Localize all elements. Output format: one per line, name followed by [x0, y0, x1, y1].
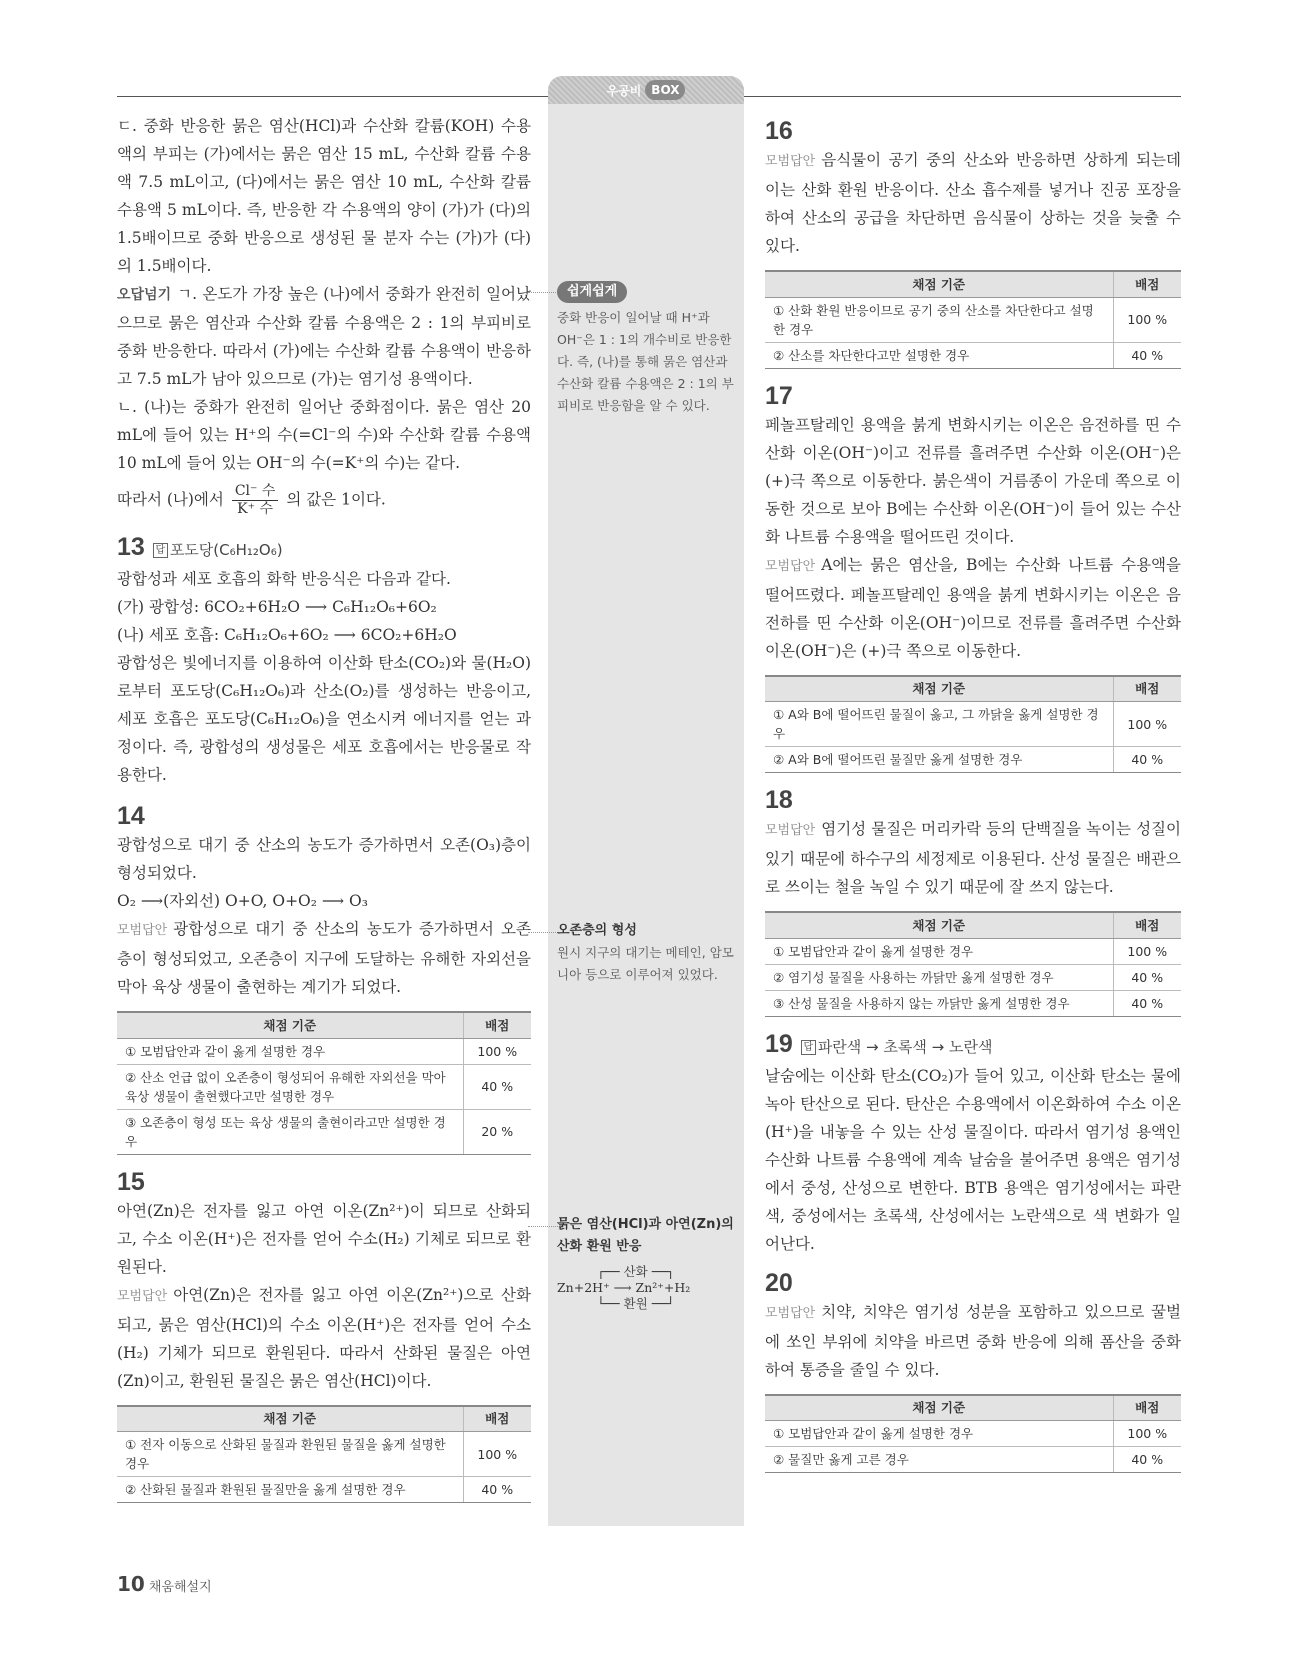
redox-equation: Zn+2H⁺ ⟶ Zn²⁺+H₂ [557, 1280, 691, 1295]
table-header: 배점 [463, 1406, 531, 1432]
table-row [765, 747, 1181, 773]
criteria-cell: ① 모범답안과 같이 옳게 설명한 경우 [117, 1038, 463, 1064]
question-18-heading [765, 785, 1181, 815]
q13-equation-1: (가) 광합성: 6CO₂+6H₂O ⟶ C₆H₁₂O₆+6O₂ [117, 598, 437, 616]
q15-paragraph-1: 아연(Zn)은 전자를 잃고 아연 이온(Zn²⁺)이 되므로 산화되고, 수소 이온(H⁺)은 전자를 얻어 수소(H₂) 기체로 되므로 환원된다. [117, 1201, 531, 1276]
page-number: 10 [117, 1572, 145, 1596]
points-cell: 100 % [1113, 938, 1181, 964]
criteria-cell: ③ 산성 물질을 사용하지 않는 까닭만 옳게 설명한 경우 [765, 990, 1113, 1016]
question-17-heading [765, 381, 1181, 411]
points-cell: 100 % [1113, 702, 1181, 747]
question-number: 17 [765, 381, 793, 410]
question-number: 16 [765, 117, 793, 145]
table-row [765, 297, 1181, 342]
points-cell: 100 % [1113, 297, 1181, 342]
box-tab [548, 76, 744, 104]
table-header: 채점 기준 [117, 1012, 463, 1038]
q16-paragraph [765, 146, 1181, 260]
q15-score-table [117, 1405, 531, 1504]
points-cell: 40 % [1113, 1447, 1181, 1473]
left-column [117, 112, 531, 1515]
side-note-ozone [557, 920, 737, 986]
box-label: 우공비 [606, 83, 642, 98]
q13-equation-2: (나) 세포 호흡: C₆H₁₂O₆+6O₂ ⟶ 6CO₂+6H₂O [117, 626, 457, 644]
points-cell: 40 % [463, 1064, 531, 1109]
criteria-cell: ③ 오존층이 형성 또는 육상 생물의 출현이라고만 설명한 경우 [117, 1109, 463, 1154]
side-note-ozone-text: 원시 지구의 대기는 메테인, 암모니아 등으로 이루어져 있었다. [557, 945, 734, 982]
question-number: 19 [765, 1029, 793, 1058]
criteria-cell: ② 산소를 차단한다고만 설명한 경우 [765, 342, 1113, 368]
table-row [117, 1038, 531, 1064]
q13-paragraph-1: 광합성과 세포 호흡의 화학 반응식은 다음과 같다. [117, 570, 451, 588]
book-title: 채움해설지 [148, 1580, 212, 1595]
points-cell: 40 % [1113, 990, 1181, 1016]
points-cell: 40 % [1113, 747, 1181, 773]
model-answer-tag: 모범답안 [765, 154, 816, 169]
q19-paragraph: 날숨에는 이산화 탄소(CO₂)가 들어 있고, 이산화 탄소는 물에 녹아 탄산으로 된다. 탄산은 수용액에서 이온화하여 수소 이온(H⁺)을 내놓을 수 있는 산성 물질이다. 따라서 염기성 용액인 수산화 나트륨 수용액에 계속 날숨을 불어주면 용액은 염기성에서 중성, 산성으로 변한다. BTB 용액은 염기성에서는 파란색, 중성에서는 초록색, 산성에서는 노란색으로 색 변화가 일어난다. [765, 1066, 1181, 1253]
side-note-redox [557, 1214, 737, 1312]
wrong-answer-tag: 오답넘기 [117, 287, 172, 303]
criteria-cell: ② 산소 언급 없이 오존층이 형성되어 유해한 자외선을 막아 육상 생물이 출현했다고만 설명한 경우 [117, 1064, 463, 1109]
q17-paragraph-2 [765, 551, 1181, 665]
side-note-ozone-title: 오존층의 형성 [557, 923, 637, 938]
table-header: 배점 [1113, 271, 1181, 297]
header-rule-right [744, 96, 1181, 97]
q14-answer-text: 광합성으로 대기 중 산소의 농도가 증가하면서 오존층이 형성되었고, 오존층이 지구에 도달하는 유해한 자외선을 막아 육상 생물이 출현하는 계기가 되었다. [117, 920, 531, 996]
table-header: 채점 기준 [765, 1395, 1113, 1421]
q14-paragraph-2 [117, 915, 531, 1001]
table-header: 채점 기준 [765, 676, 1113, 702]
points-cell: 20 % [463, 1109, 531, 1154]
points-cell: 40 % [463, 1477, 531, 1503]
answer-mark-icon: 답 [153, 543, 168, 558]
question-13-heading [117, 532, 531, 565]
question-16-heading [765, 116, 1181, 146]
wrong-answer-text: ㄱ. 온도가 가장 높은 (나)에서 중화가 완전히 일어났으므로 묽은 염산과 수산화 칼륨 수용액은 2 : 1의 부피비로 중화 반응한다. 따라서 (가)에는 수산화 칼륨 수용액이 반응하고 7.5 mL가 남아 있으므로 (가)는 염기성 용액이다. [117, 285, 531, 388]
table-row [765, 1447, 1181, 1473]
note-leader-3 [528, 1226, 558, 1227]
q20-score-table [765, 1394, 1181, 1474]
right-column [765, 112, 1181, 1485]
criteria-cell: ① A와 B에 떨어뜨린 물질이 옳고, 그 까닭을 옳게 설명한 경우 [765, 702, 1113, 747]
q13-paragraph-2: 광합성은 빛에너지를 이용하여 이산화 탄소(CO₂)와 물(H₂O)로부터 포도당(C₆H₁₂O₆)과 산소(O₂)를 생성하는 반응이고, 세포 호흡은 포도당(C₆H₁₂O₆)을 연소시켜 에너지를 얻는 과정이다. 즉, 광합성의 생성물은 세포 호흡에서는 반응물로 작용한다. [117, 654, 531, 784]
left-paragraph-3: ㄴ. (나)는 중화가 완전히 일어난 중화점이다. 묽은 염산 20 mL에 들어 있는 H⁺의 수(=Cl⁻의 수)와 수산화 칼륨 수용액 10 mL에 들어 있는 OH⁻의 수(=K⁺의 수)는 같다. [117, 398, 531, 472]
note-leader-1 [528, 292, 558, 293]
q16-answer-text: 음식물이 공기 중의 산소와 반응하면 상하게 되는데 이는 산화 환원 반응이다. 산소 흡수제를 넣거나 진공 포장을 하여 산소의 공급을 차단하면 음식물이 상하는 것을 늦출 수 있다. [765, 151, 1181, 255]
answer-mark-icon: 답 [801, 1040, 816, 1055]
question-19-heading [765, 1029, 1181, 1062]
criteria-cell: ① 전자 이동으로 산화된 물질과 환원된 물질을 옳게 설명한 경우 [117, 1432, 463, 1477]
question-number: 14 [117, 802, 145, 830]
criteria-cell: ① 모범답안과 같이 옳게 설명한 경우 [765, 938, 1113, 964]
fraction-numerator: Cl⁻ 수 [232, 483, 279, 501]
criteria-cell: ① 모범답안과 같이 옳게 설명한 경우 [765, 1421, 1113, 1447]
fraction-prefix: 따라서 (나)에서 [117, 490, 224, 509]
criteria-cell: ② 산화된 물질과 환원된 물질만을 옳게 설명한 경우 [117, 1477, 463, 1503]
model-answer-tag: 모범답안 [765, 558, 816, 574]
table-row [765, 938, 1181, 964]
table-header: 배점 [1113, 1395, 1181, 1421]
ion-ratio-fraction [232, 483, 279, 518]
left-paragraph-2 [117, 280, 531, 393]
table-row [117, 1109, 531, 1154]
points-cell: 40 % [1113, 964, 1181, 990]
table-header: 채점 기준 [765, 912, 1113, 938]
question-number: 18 [765, 786, 793, 814]
oxidation-text: 산화 [623, 1264, 648, 1279]
table-header: 채점 기준 [117, 1406, 463, 1432]
model-answer-tag: 모범답안 [765, 1305, 816, 1321]
question-number: 13 [117, 533, 145, 561]
oxidation-label: ┌── 산화 ──┐ [597, 1264, 675, 1279]
table-row [117, 1432, 531, 1477]
points-cell: 100 % [463, 1038, 531, 1064]
side-note-redox-title: 묽은 염산(HCl)과 아연(Zn)의 산화 환원 반응 [557, 1217, 734, 1254]
header-rule-left [117, 96, 548, 97]
easy-pill: 쉽게쉽게 [557, 281, 627, 303]
question-14-heading [117, 801, 531, 831]
model-answer-tag: 모범답안 [117, 1288, 168, 1304]
q15-paragraph-2 [117, 1281, 531, 1395]
table-row [117, 1064, 531, 1109]
reduction-label: └── 환원 ──┘ [597, 1296, 675, 1311]
fraction-denominator: K⁺ 수 [237, 501, 273, 517]
question-15-heading [117, 1167, 531, 1197]
q17-paragraph-1: 페놀프탈레인 용액을 붉게 변화시키는 이온은 음전하를 띤 수산화 이온(OH⁻)이고 전류를 흘려주면 수산화 이온(OH⁻)은 (+)극 쪽으로 이동한다. 붉은색이 거름종이 가운데 쪽으로 이동한 것으로 보아 B에는 수산화 이온(OH⁻)이 들어 있는 수산화 나트륨 수용액을 떨어뜨린 것이다. [765, 415, 1181, 546]
question-19-answer: 파란색 → 초록색 → 노란색 [817, 1037, 993, 1056]
table-header: 배점 [1113, 676, 1181, 702]
q15-answer-text: 아연(Zn)은 전자를 잃고 아연 이온(Zn²⁺)으로 산화되고, 묽은 염산(HCl)의 수소 이온(H⁺)은 전자를 얻어 수소(H₂) 기체가 되므로 환원된다. 따라서 산화된 물질은 아연(Zn)이고, 환원된 물질은 묽은 염산(HCl)이다. [117, 1285, 531, 1390]
points-cell: 40 % [1113, 342, 1181, 368]
q20-paragraph [765, 1298, 1181, 1384]
reduction-text: 환원 [623, 1296, 648, 1311]
table-header: 채점 기준 [765, 271, 1113, 297]
table-header: 배점 [463, 1012, 531, 1038]
q20-answer-text: 치약, 치약은 염기성 성분을 포함하고 있으므로 꿀벌에 쏘인 부위에 치약을 바르면 중화 반응에 의해 폼산을 중화하여 통증을 줄일 수 있다. [765, 1302, 1181, 1379]
criteria-cell: ② 물질만 옳게 고른 경우 [765, 1447, 1113, 1473]
q14-score-table [117, 1011, 531, 1155]
q17-score-table [765, 675, 1181, 774]
table-row [765, 990, 1181, 1016]
side-note-easy-text: 중화 반응이 일어날 때 H⁺과 OH⁻은 1 : 1의 개수비로 반응한다. 즉, (나)를 통해 묽은 염산과 수산화 칼륨 수용액은 2 : 1의 부피비로 반응함을 알 수 있다. [557, 310, 734, 413]
question-number: 20 [765, 1268, 793, 1297]
table-row [117, 1477, 531, 1503]
q17-answer-text: A에는 묽은 염산을, B에는 수산화 나트륨 수용액을 떨어뜨렸다. 페놀프탈레인 용액을 붉게 변화시키는 이온은 음전하를 띤 수산화 이온(OH⁻)이므로 전류를 흘려주면 수산화 이온(OH⁻)은 (+)극 쪽으로 이동한다. [765, 555, 1181, 660]
question-20-heading [765, 1268, 1181, 1298]
left-paragraph-1: ㄷ. 중화 반응한 묽은 염산(HCl)과 수산화 칼륨(KOH) 수용액의 부피는 (가)에서는 묽은 염산 15 mL, 수산화 칼륨 수용액 7.5 mL이고, (다)에서는 묽은 염산 10 mL, 수산화 칼륨 수용액 5 mL이다. 즉, 반응한 각 수용액의 양이 (가)가 (다)의 1.5배이므로 중화 반응으로 생성된 물 분자 수는 (가)가 (다)의 1.5배이다. [117, 117, 531, 275]
left-paragraph-4 [117, 483, 531, 518]
question-number: 15 [117, 1167, 145, 1196]
table-row [765, 342, 1181, 368]
table-row [765, 702, 1181, 747]
fraction-suffix: 의 값은 1이다. [286, 490, 386, 509]
q18-score-table [765, 911, 1181, 1017]
table-header: 배점 [1113, 912, 1181, 938]
table-row [765, 1421, 1181, 1447]
page-footer [117, 1572, 212, 1596]
model-answer-tag: 모범답안 [117, 923, 168, 938]
q18-answer-text: 염기성 물질은 머리카락 등의 단백질을 녹이는 성질이 있기 때문에 하수구의 세정제로 이용된다. 산성 물질은 배관으로 쓰이는 철을 녹일 수 있기 때문에 잘 쓰지 않는다. [765, 820, 1181, 896]
redox-diagram [557, 1264, 737, 1312]
question-13-answer: 포도당(C₆H₁₂O₆) [169, 541, 283, 559]
points-cell: 100 % [1113, 1421, 1181, 1447]
points-cell: 100 % [463, 1432, 531, 1477]
criteria-cell: ② A와 B에 떨어뜨린 물질만 옳게 설명한 경우 [765, 747, 1113, 773]
criteria-cell: ② 염기성 물질을 사용하는 까닭만 옳게 설명한 경우 [765, 964, 1113, 990]
q16-score-table [765, 270, 1181, 369]
criteria-cell: ① 산화 환원 반응이므로 공기 중의 산소를 차단한다고 설명한 경우 [765, 297, 1113, 342]
q18-paragraph [765, 815, 1181, 901]
side-note-easy [557, 280, 737, 417]
box-badge: BOX [645, 80, 685, 100]
table-row [765, 964, 1181, 990]
q14-paragraph-1: 광합성으로 대기 중 산소의 농도가 증가하면서 오존(O₃)층이 형성되었다. [117, 836, 531, 882]
note-leader-2 [528, 932, 558, 933]
q14-equation: O₂ ⟶(자외선) O+O, O+O₂ ⟶ O₃ [117, 892, 368, 910]
model-answer-tag: 모범답안 [765, 823, 816, 838]
